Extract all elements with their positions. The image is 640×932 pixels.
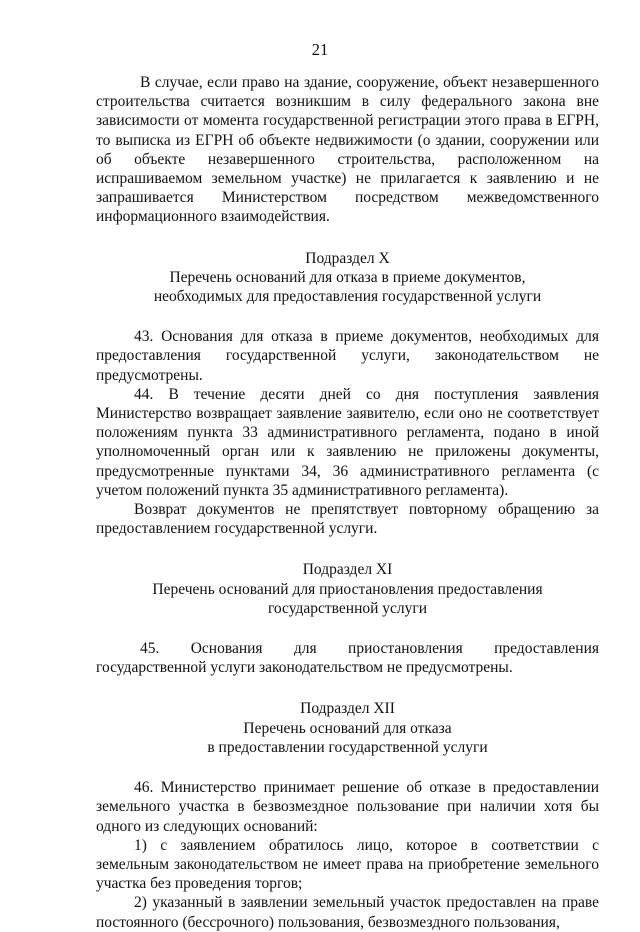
subsection-10-line2: необходимых для предоставления государственной услуги bbox=[153, 288, 542, 306]
subsection-11-heading bbox=[96, 560, 599, 618]
paragraph-intro: В случае, если право на здание, сооружение, объект незавершенного строительства считается возникшим в силу федерального закона вне зависимости от момента государственной регистрации этого права в ЕГРН, то выписка из ЕГРН об объекте недвижимости (о здании, сооружении или об объекте незавершенного строительства, расположенном на испрашиваемом земельном участке) не прилагается к заявлению и не запрашивается Министерством посредством межведомственного информационного взаимодействия. bbox=[96, 74, 599, 226]
subsection-10-heading bbox=[96, 249, 599, 307]
subsection-11-line2: государственной услуги bbox=[267, 599, 428, 617]
page-number: 21 bbox=[311, 40, 329, 59]
subsection-12-line2: в предоставлении государственной услуги bbox=[207, 738, 488, 756]
paragraph-43: 43. Основания для отказа в приеме документов, необходимых для предоставления государственной услуги, законодательством не предусмотрены. bbox=[96, 328, 599, 384]
subsection-11-title: Подраздел XI bbox=[302, 561, 393, 579]
subsection-12-line1: Перечень оснований для отказа bbox=[243, 719, 452, 737]
subsection-10-title: Подраздел X bbox=[305, 249, 390, 267]
subsection-10-line1: Перечень оснований для отказа в приеме документов, bbox=[169, 268, 526, 286]
document-body bbox=[96, 73, 599, 932]
paragraph-44: 44. В течение десяти дней со дня поступления заявления Министерство возвращает заявление заявителю, если оно не соответствует положениям пункта 33 административного регламента, подано в иной уполномоченный орган или к заявлению не приложены документы, предусмотренные пунктами 34, 36 административного регламента (с учетом положений пункта 35 административного регламента). bbox=[96, 385, 599, 499]
paragraph-46: 46. Министерство принимает решение об отказе в предоставлении земельного участка в безвозмездное пользование при наличии хотя бы одного из следующих оснований: bbox=[96, 779, 599, 835]
list-item-46-2: 2) указанный в заявлении земельный участок предоставлен на праве постоянного (бессрочного) пользования, безвозмездного пользования, bbox=[96, 894, 599, 931]
subsection-12-heading bbox=[96, 699, 599, 757]
subsection-12-title: Подраздел XII bbox=[300, 700, 395, 718]
subsection-11-line1: Перечень оснований для приостановления предоставления bbox=[152, 580, 543, 598]
paragraph-44-continuation: Возврат документов не препятствует повторному обращению за предоставлением государственной услуги. bbox=[96, 501, 599, 538]
paragraph-45: 45. Основания для приостановления предоставления государственной услуги законодательством не предусмотрены. bbox=[96, 640, 599, 677]
list-item-46-1: 1) с заявлением обратилось лицо, которое в соответствии с земельным законодательством не имеет права на приобретение земельного участка без проведения торгов; bbox=[96, 836, 599, 893]
